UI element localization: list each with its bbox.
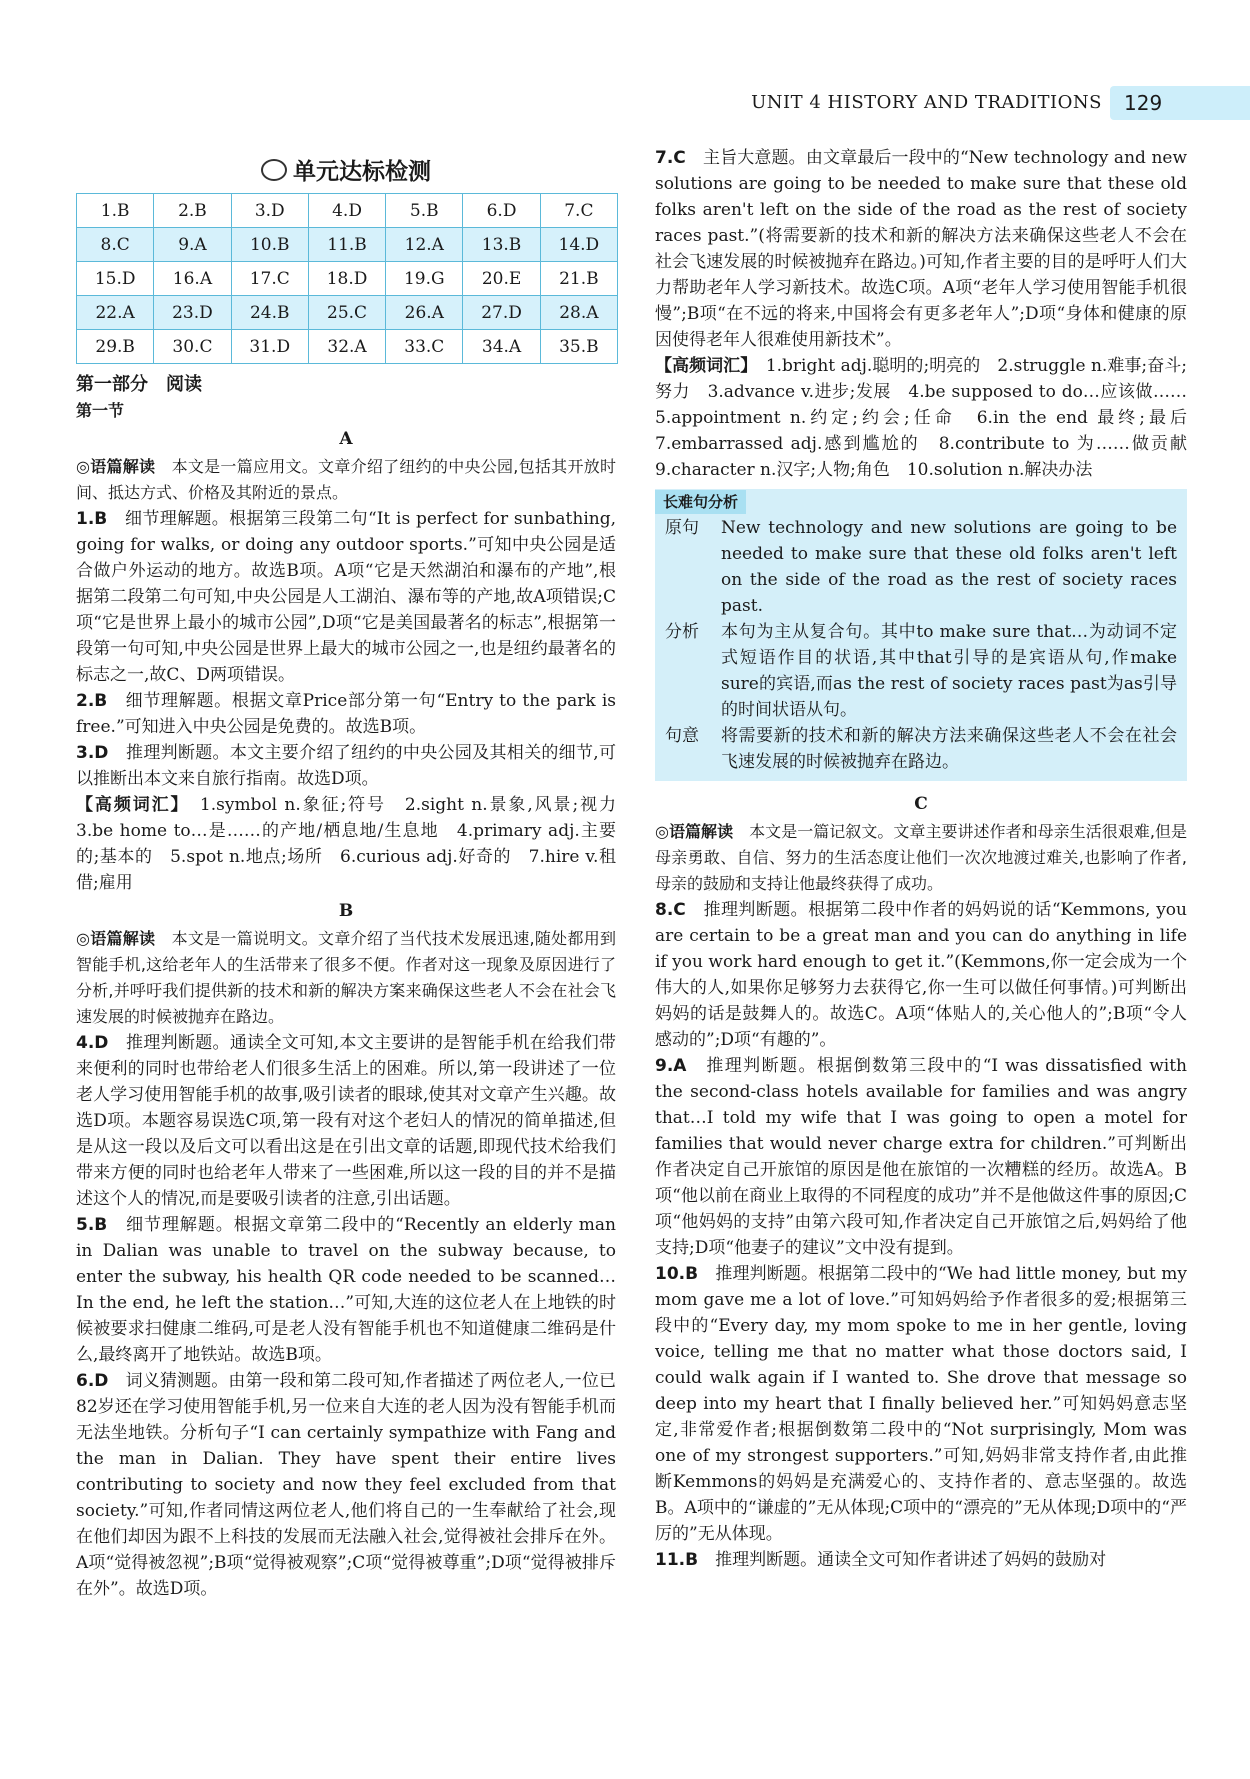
passage-a-intro: ◎语篇解读 本文是一篇应用文。文章介绍了纽约的中央公园,包括其开放时间、抵达方式、价格及其附近的景点。 [76, 457, 616, 502]
long-sentence-box [655, 489, 1187, 781]
page-number: 129 [1110, 86, 1250, 120]
answer-row: 1.B 2.B 3.D 4.D 5.B 6.D 7.C [77, 194, 618, 228]
answer-row: 29.B 30.C 31.D 32.A 33.C 34.A 35.B [77, 330, 618, 364]
unit-title: UNIT 4 HISTORY AND TRADITIONS [751, 92, 1102, 113]
passage-c-letter: C [914, 794, 928, 814]
vocab-a: 【高频词汇】 1.symbol n.象征;符号 2.sight n.景象,风景;视力 3.be home to…是……的产地/栖息地/生息地 4.primary adj.主要的;基本的 5.spot n.地点;场所 6.curious adj.好奇的 7.hire v.租借;雇用 [76, 795, 634, 893]
page-header [0, 86, 1250, 120]
passage-c-intro: ◎语篇解读 本文是一篇记叙文。文章主要讲述作者和母亲生活很艰难,但是母亲勇敢、自信、努力的生活态度让他们一次次地渡过难关,也影响了作者,母亲的鼓励和支持让他最终获得了成功。 [655, 822, 1187, 893]
left-column [76, 145, 634, 1602]
section-heading: 第一节 [76, 401, 125, 420]
question-10: 10.B 推理判断题。根据第二段中的“We had little money, but my mom gave me a lot of love.”可知妈妈给予作者很多的爱;根据第三段中的“Every day, my mom spoke to me in her gentle, loving voice, telling me that no matter what those doctors said, I could walk again if I wanted to. She drove that message so deep into my heart that I finally believed her.”可知妈妈意志坚定,非常爱作者;根据倒数第二段中的“Not surprisingly, Mom was one of my strongest supporters.”可知,妈妈非常支持作者,由此推断Kemmons的妈妈是充满爱心的、支持作者的、意志坚强的。故选B。A项中的“谦虚的”无从体现;C项中的“漂亮的”无从体现;D项中的“严厉的”无从体现。 [655, 1264, 1188, 1544]
magnifier-icon [261, 159, 287, 181]
answer-row: 15.D 16.A 17.C 18.D 19.G 20.E 21.B [77, 262, 618, 296]
passage-b-intro: ◎语篇解读 本文是一篇说明文。文章介绍了当代技术发展迅速,随处都用到智能手机,这给老年人的生活带来了很多不便。作者对这一现象及原因进行了分析,并呼吁我们提供新的技术和新的解决方案来确保这些老人不会在社会飞速发展的时候被抛弃在路边。 [76, 929, 616, 1026]
box-row-original: 原句 New technology and new solutions are going to be needed to make sure that these old folks aren't left on the side of the road as the rest of society races past. [665, 518, 1177, 616]
question-7: 7.C 主旨大意题。由文章最后一段中的“New technology and new solutions are going to be needed to make sure that these old folks aren't left on the side of the road as the rest of society races past.”(将需要新的技术和新的解决方法来确保这些老人不会在社会飞速发展的时候被抛弃在路边。)可知,作者主要的目的是呼吁人们大力帮助老年人学习新技术。故选C项。A项“老年人学习使用智能手机很慢”;B项“在不远的将来,中国将会有更多老年人”;D项“身体和健康的原因使得老年人很难使用新技术”。 [655, 148, 1187, 350]
answer-table [76, 193, 618, 364]
right-column [655, 145, 1204, 1573]
question-3: 3.D 推理判断题。本文主要介绍了纽约的中央公园及其相关的细节,可以推断出本文来自旅行指南。故选D项。 [76, 743, 617, 789]
question-9: 9.A 推理判断题。根据倒数第三段中的“I was dissatisfied with the second-class hotels available for families and was angry that…I told my wife that I was going to open a motel for families that would never charge extra for children.”可判断出作者决定自己开旅馆的原因是他在旅馆的一次糟糕的经历。故选A。B项“他以前在商业上取得的不同程度的成功”并不是他做这件事的原因;C项“他妈妈的支持”由第六段可知,作者决定自己开旅馆之后,妈妈给了他支持;D项“他妻子的建议”文中没有提到。 [655, 1056, 1187, 1258]
vocab-b: 【高频词汇】 1.bright adj.聪明的;明亮的 2.struggle n.难事;奋斗;努力 3.advance v.进步;发展 4.be supposed to do…应该做…… 5.appointment n.约定;约会;任命 6.in the end 最终;最后 7.embarrassed adj.感到尴尬的 8.contribute to 为……做贡献 9.character n.汉字;人物;角色 10.solution n.解决办法 [655, 356, 1204, 480]
passage-b-letter: B [338, 901, 354, 921]
box-row-analysis: 分析 本句为主从复合句。其中to make sure that…为动词不定式短语作目的状语,其中that引导的是宾语从句,作make sure的宾语,而as the rest of society races past为as引导的时间状语从句。 [665, 622, 1177, 720]
question-4: 4.D 推理判断题。通读全文可知,本文主要讲的是智能手机在给我们带来便利的同时也带给老人们很多生活上的困难。所以,第一段讲述了一位老人学习使用智能手机的故事,吸引读者的眼球,使其对文章产生兴趣。故选D项。本题容易误选C项,第一段有对这个老妇人的情况的简单描述,但是从这一段以及后文可以看出这是在引出文章的话题,即现代技术给我们带来方便的同时也给老年人带来了一些困难,所以这一段的目的并不是描述这个人的情况,而是要吸引读者的注意,引出话题。 [76, 1033, 617, 1209]
question-5: 5.B 细节理解题。根据文章第二段中的“Recently an elderly man in Dalian was unable to travel on the subway because, to enter the subway, his health QR code needed to be scanned…In the end, he left the station…”可知,大连的这位老人在上地铁的时候被要求扫健康二维码,可是老人没有智能手机也不知道健康二维码是什么,最终离开了地铁站。故选B项。 [76, 1215, 617, 1365]
question-8: 8.C 推理判断题。根据第二段中作者的妈妈说的话“Kemmons, you are certain to be a great man and you can do anything in life if you work hard enough to get it.”(Kemmons,你一定会成为一个伟大的人,如果你足够努力去获得它,你一生可以做任何事情。)可判断出妈妈的话是鼓舞人的。故选C。A项“体贴人的,关心他人的”;B项“令人感动的”;D项“有趣的”。 [655, 900, 1187, 1050]
answer-row: 8.C 9.A 10.B 11.B 12.A 13.B 14.D [77, 228, 618, 262]
passage-a-letter: A [339, 429, 353, 449]
box-tag: 长难句分析 [655, 490, 746, 514]
part-heading: 第一部分 阅读 [76, 374, 202, 395]
question-2: 2.B 细节理解题。根据文章Price部分第一句“Entry to the park is free.”可知进入中央公园是免费的。故选B项。 [76, 691, 616, 737]
question-11: 11.B 推理判断题。通读全文可知作者讲述了妈妈的鼓励对 [655, 1550, 1107, 1570]
question-6: 6.D 词义猜测题。由第一段和第二段可知,作者描述了两位老人,一位已82岁还在学习使用智能手机,另一位来自大连的老人因为没有智能手机而无法坐地铁。分析句子“I can certainly sympathize with Fang and the man in Dalian. They have spent their entire lives contributing to society and now they feel excluded from that society.”可知,作者同情这两位老人,他们将自己的一生奉献给了社会,现在他们却因为跟不上科技的发展而无法融入社会,觉得被社会排斥在外。A项“觉得被忽视”;B项“觉得被观察”;C项“觉得被尊重”;D项“觉得被排斥在外”。故选D项。 [76, 1371, 616, 1599]
answer-row: 22.A 23.D 24.B 25.C 26.A 27.D 28.A [77, 296, 618, 330]
question-1: 1.B 细节理解题。根据第三段第二句“It is perfect for sunbathing, going for walks, or doing any outdoor sports.”可知中央公园是适合做户外运动的地方。故选B项。A项“它是天然湖泊和瀑布的产地”,根据第二段第二句可知,中央公园是人工湖泊、瀑布等的产地,故A项错误;C项“它是世界上最小的城市公园”,D项“它是美国最著名的标志”,根据第一段第一句可知,中央公园是世界上最大的城市公园之一,也是纽约最著名的标志之一,故C、D两项错误。 [76, 509, 616, 685]
section-title: 单元达标检测 [76, 159, 616, 185]
box-row-meaning: 句意 将需要新的技术和新的解决方法来确保这些老人不会在社会飞速发展的时候被抛弃在路边。 [665, 726, 1177, 772]
